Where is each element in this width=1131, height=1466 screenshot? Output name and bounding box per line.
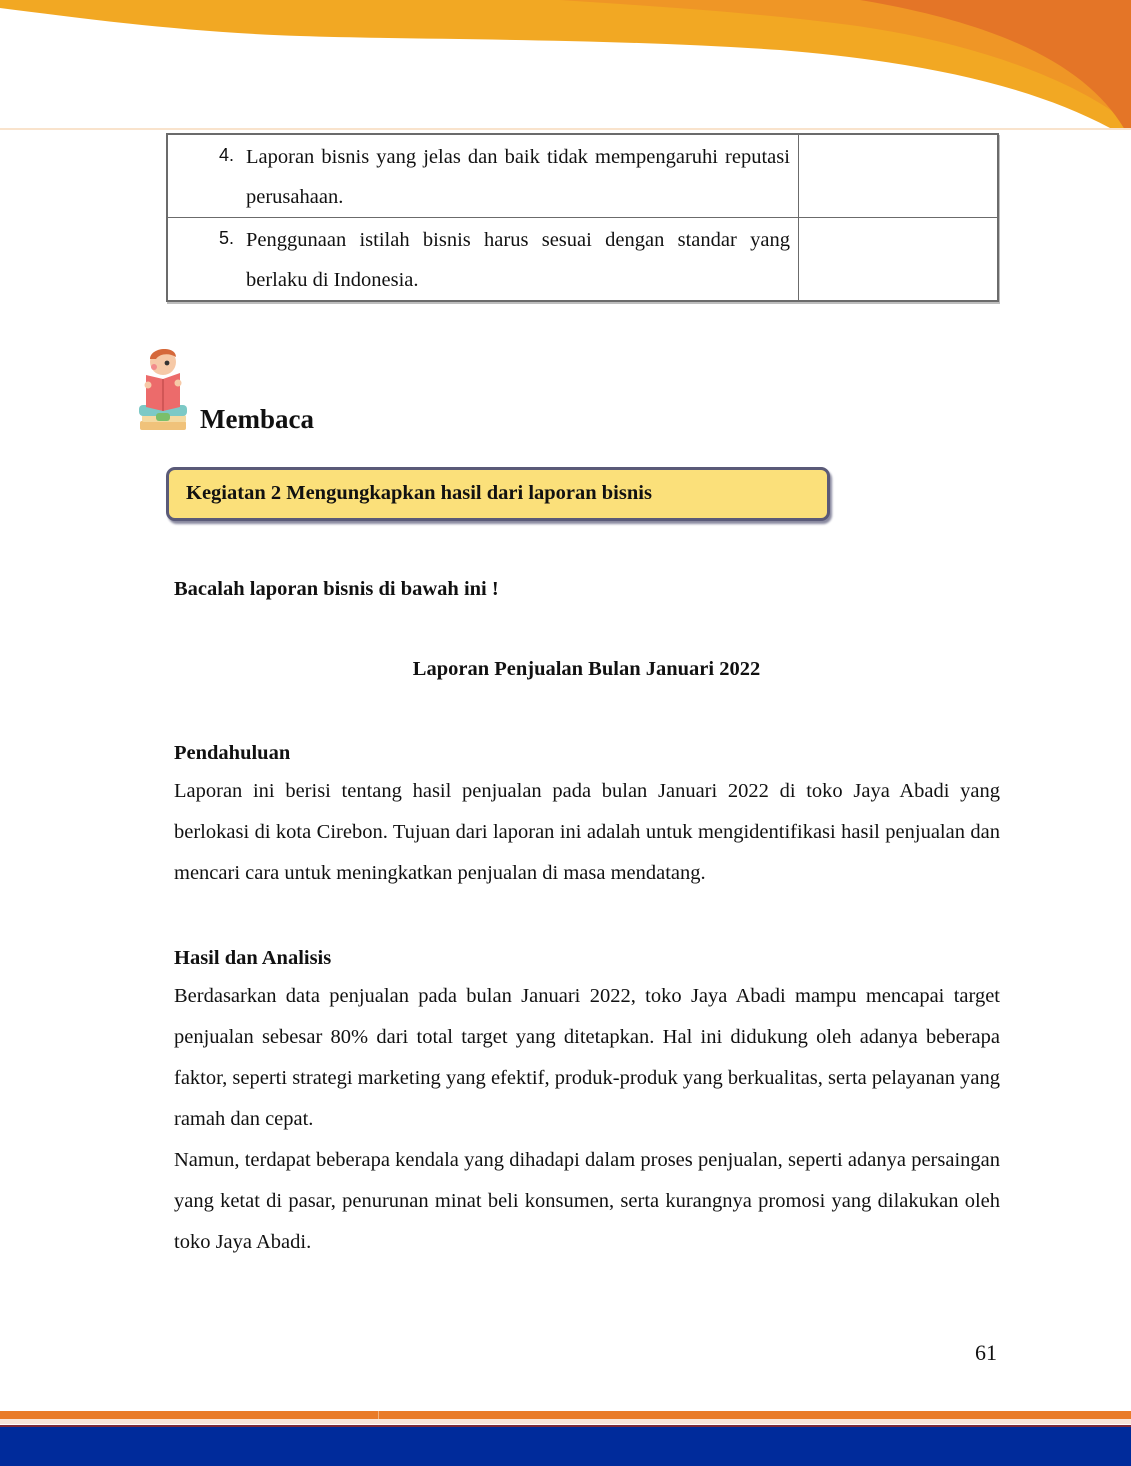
- instruction-text: Bacalah laporan bisnis di bawah ini !: [174, 578, 499, 600]
- statement-text: Penggunaan istilah bisnis harus sesuai dengan standar yang berlaku di Indonesia.: [246, 229, 790, 291]
- table-row: [167, 218, 998, 302]
- footer-orange-divider: [378, 1411, 379, 1419]
- section-paragraph: Laporan ini berisi tentang hasil penjualan pada bulan Januari 2022 di toko Jaya Abadi yang berlokasi di kota Cirebon. Tujuan dari laporan ini adalah untuk mengidentifikasi hasil penjualan dan mencari cara untuk meningkatkan penjualan di masa mendatang.: [174, 780, 1000, 884]
- statement-text: Laporan bisnis yang jelas dan baik tidak mempengaruhi reputasi perusahaan.: [246, 146, 790, 208]
- report-title: Laporan Penjualan Bulan Januari 2022: [412, 658, 761, 680]
- table-row: [167, 134, 998, 218]
- header-wave-decoration: [0, 0, 1131, 130]
- report-section-results-analysis: [174, 943, 1000, 1263]
- statement-cell: [167, 218, 798, 302]
- reading-section-title: Membaca: [200, 404, 314, 434]
- statement-cell: [167, 134, 798, 218]
- statements-table: [166, 133, 999, 302]
- page-number: 61: [975, 1340, 997, 1365]
- section-heading: Hasil dan Analisis: [174, 947, 332, 969]
- child-reading-book-icon: [136, 345, 192, 433]
- answer-cell[interactable]: [798, 134, 998, 218]
- section-paragraph: Namun, terdapat beberapa kendala yang dihadapi dalam proses penjualan, seperti adanya persaingan yang ketat di pasar, penurunan minat beli konsumen, serta kurangnya promosi yang dilakukan oleh toko Jaya Abadi.: [174, 1149, 1000, 1253]
- footer-orange-band: [0, 1411, 1131, 1419]
- statement-number: 5.: [218, 228, 234, 248]
- activity-banner: [166, 467, 830, 521]
- section-paragraph: Berdasarkan data penjualan pada bulan Januari 2022, toko Jaya Abadi mampu mencapai target penjualan sebesar 80% dari total target yang ditetapkan. Hal ini didukung oleh adanya beberapa faktor, seperti strategi marketing yang efektif, produk-produk yang berkualitas, serta pelayanan yang ramah dan cepat.: [174, 985, 1000, 1130]
- statement-number: 4.: [218, 145, 234, 165]
- activity-label: Kegiatan 2 Mengungkapkan hasil dari laporan bisnis: [186, 482, 652, 504]
- header-rule: [0, 128, 1131, 130]
- section-heading: Pendahuluan: [174, 742, 291, 764]
- report-section-introduction: [174, 738, 1000, 894]
- footer-blue-band: [0, 1425, 1131, 1466]
- footer-pale-band: [0, 1419, 1131, 1424]
- answer-cell[interactable]: [798, 218, 998, 302]
